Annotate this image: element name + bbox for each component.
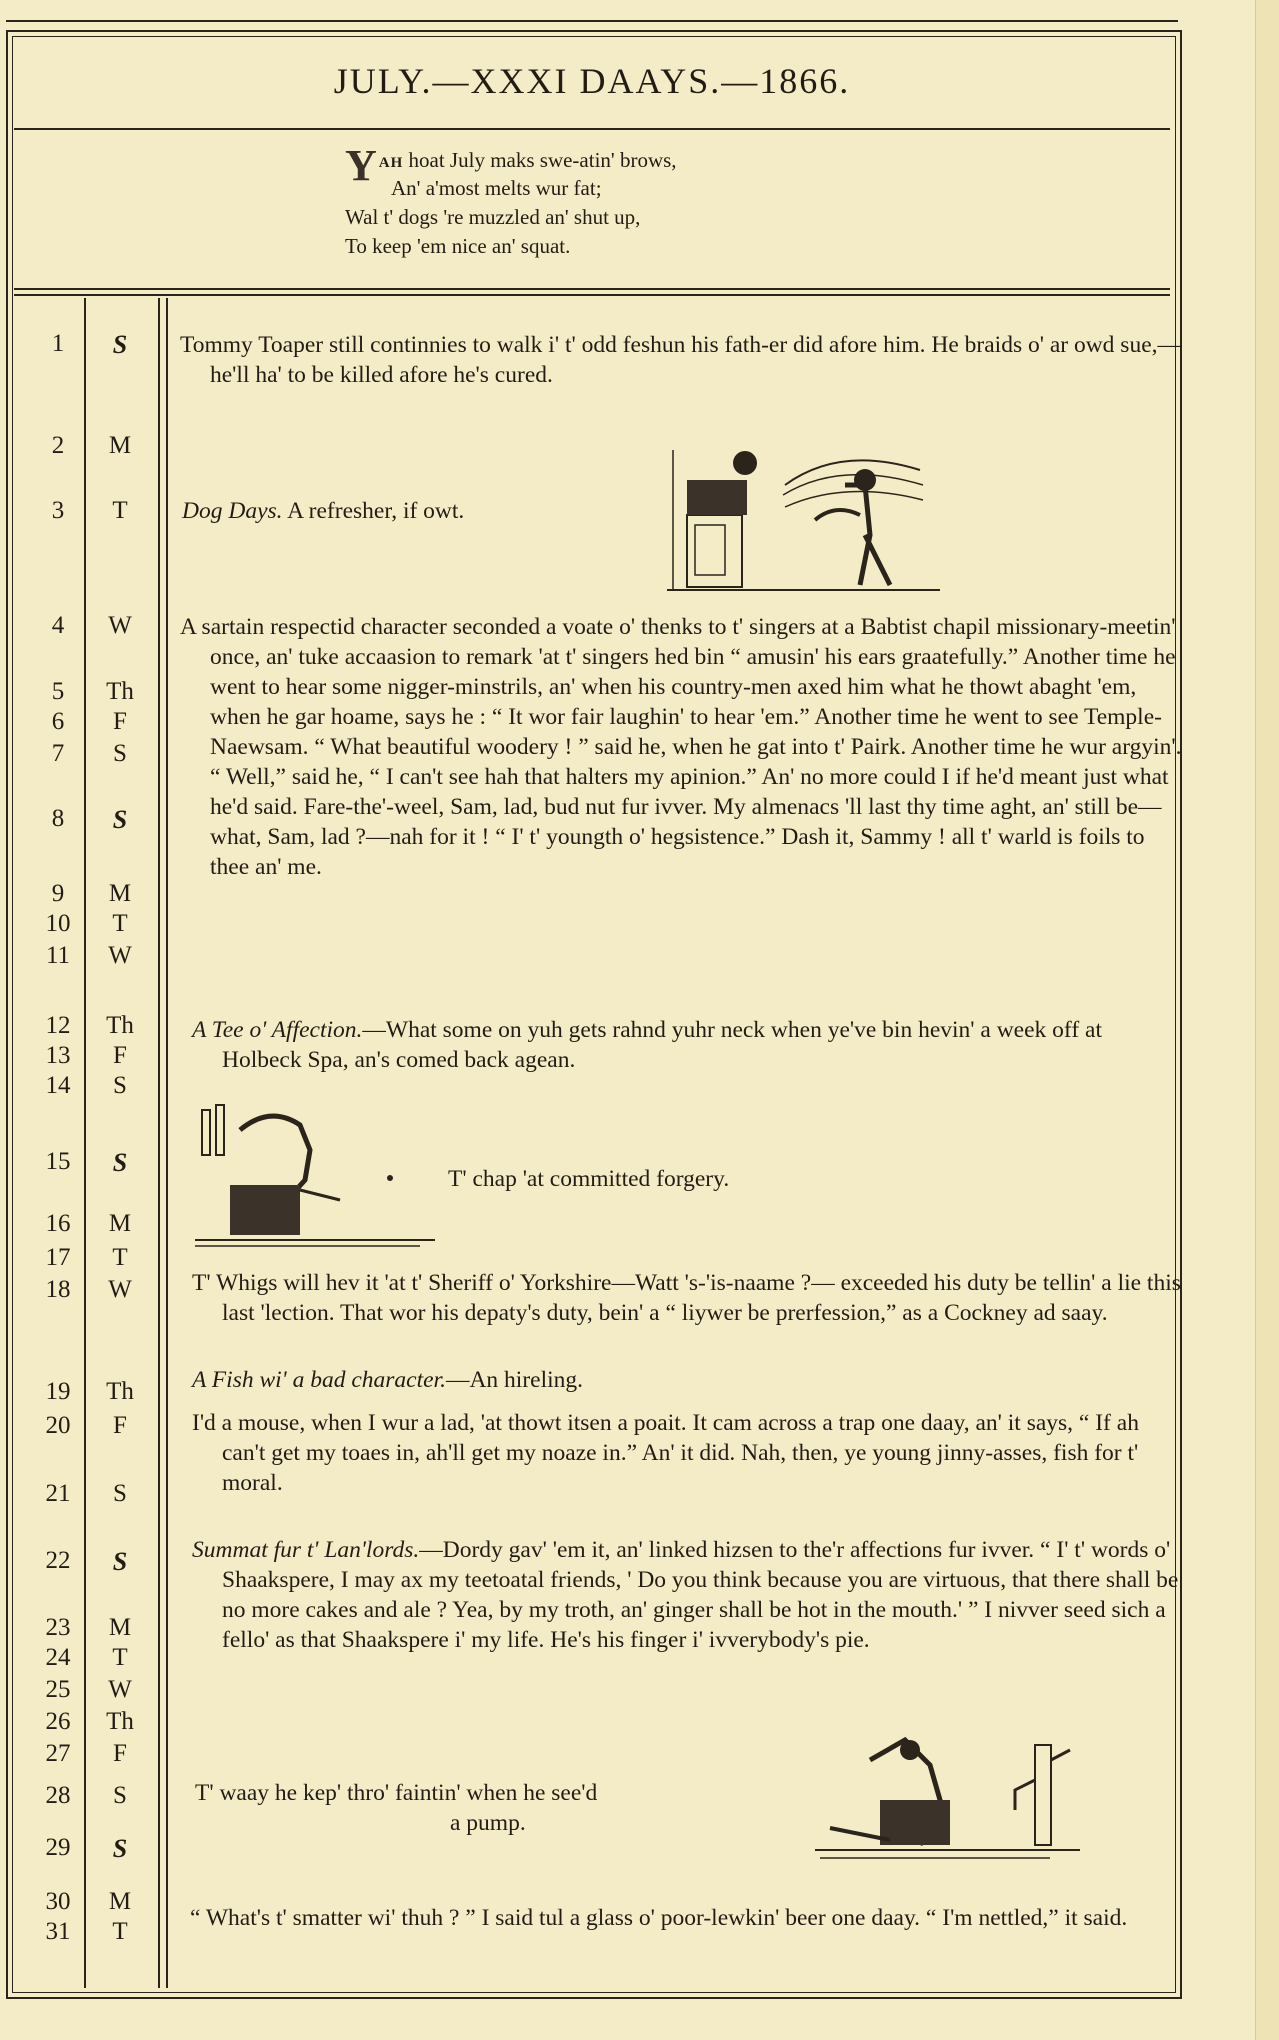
weekday-abbrev: T <box>112 910 128 937</box>
entry-forgery: T' chap 'at committed forgery. <box>448 1166 730 1192</box>
weekday-abbrev: W <box>108 1276 132 1303</box>
dog-days-illustration <box>665 425 945 595</box>
day-number: 26 <box>45 1708 71 1735</box>
weekday-abbrev: S <box>112 1547 128 1576</box>
day-number: 21 <box>45 1480 71 1507</box>
weekday-abbrev: W <box>108 1676 132 1703</box>
weekday-abbrev: W <box>108 612 132 639</box>
day-number: 2 <box>51 432 65 459</box>
day-number: 4 <box>51 612 65 639</box>
day-number: 15 <box>45 1148 71 1175</box>
entry-whigs-sheriff: T' Whigs will hev it 'at t' Sheriff o' Yorkshire—Watt 's-'is-naame ?— exceeded his duty be tellin' a lie this last 'lection. That wor his depaty's duty, bein' a “ liywer be prerfession,” as a Cockney ad saay. <box>192 1270 1181 1326</box>
verse-line-1: YAH hoat July maks swe-atin' brows, <box>345 141 677 190</box>
day-number: 19 <box>45 1378 71 1405</box>
weekday-abbrev: S <box>112 805 128 834</box>
day-number: 8 <box>51 805 65 832</box>
weekday-abbrev: M <box>108 1888 132 1915</box>
day-number: 18 <box>45 1276 71 1303</box>
weekday-abbrev: S <box>112 330 128 359</box>
day-number: 31 <box>45 1918 71 1945</box>
weekday-abbrev: T <box>112 1644 128 1671</box>
page-edge <box>1255 0 1279 2040</box>
verse-line-3: Wal t' dogs 're muzzled an' shut up, <box>345 205 641 229</box>
forgery-illustration <box>190 1090 440 1265</box>
weekday-abbrev: S <box>112 1148 128 1177</box>
column-divider-weekday <box>158 298 160 1988</box>
weekday-abbrev: F <box>113 1740 127 1767</box>
weekday-abbrev: S <box>112 1834 128 1863</box>
day-number: 10 <box>45 910 71 937</box>
top-rule <box>6 20 1178 22</box>
weekday-abbrev: S <box>113 740 127 767</box>
day-number: 13 <box>45 1042 71 1069</box>
day-number: 14 <box>45 1072 71 1099</box>
day-number: 16 <box>45 1210 71 1237</box>
weekday-abbrev: F <box>113 708 127 735</box>
entry-respectid-character: A sartain respectid character seconded a voate o' thenks to t' singers at a Babtist chapil missionary-meetin' once, an' tuke accaasion to remark 'at t' singers hed bin “ amusin' his ears graatefully.” Another time he went to hear some nigger-minstrils, an' when his country-men axed him what he thowt abaght 'em, when he gar hoame, says he : “ It wor fair laughin' to hear 'em.” Another time he went to see Temple-Naewsam. “ What beautiful woodery ! ” said he, when he gat into t' Pairk. Another time he wur argyin'. “ Well,” said he, “ I can't see hah that halters my apinion.” An' no more could I if he'd meant just what he'd said. Fare-the'-weel, Sam, lad, bud nut fur ivver. My almenacs 'll last thy time aght, an' still be— what, Sam, lad ?—nah for it ! “ I' t' youngth o' hegsistence.” Dash it, Sammy ! all t' warld is foils to thee an' me. <box>180 614 1182 880</box>
entry-tommy-toaper: Tommy Toaper still continnies to walk i' t' odd feshun his fath-er did afore him. He braids o' ar owd sue,—he'll ha' to be killed afore he's cured. <box>180 332 1181 388</box>
weekday-abbrev: M <box>108 880 132 907</box>
weekday-abbrev: M <box>108 432 132 459</box>
day-number: 20 <box>45 1412 71 1439</box>
column-divider-double <box>166 298 168 1988</box>
entry-mouse-poait: I'd a mouse, when I wur a lad, 'at thowt itsen a poait. It cam across a trap one daay, an' it says, “ If ah can't get my toaes in, ah'll get my noaze in.” An' it did. Nah, then, ye young jinny-asses, fish for t' moral. <box>192 1410 1139 1496</box>
weekday-abbrev: S <box>113 1072 127 1099</box>
day-number: 27 <box>45 1740 71 1767</box>
day-number: 3 <box>51 497 65 524</box>
weekday-abbrev: M <box>108 1210 132 1237</box>
day-number: 17 <box>45 1244 71 1271</box>
weekday-abbrev: Th <box>106 1378 134 1405</box>
weekday-abbrev: Th <box>106 678 134 705</box>
verse-line-4: To keep 'em nice an' squat. <box>345 234 571 258</box>
weekday-abbrev: S <box>113 1782 127 1809</box>
day-number: 29 <box>45 1834 71 1861</box>
weekday-abbrev: T <box>112 497 128 524</box>
day-number: 23 <box>45 1614 71 1641</box>
page-title: JULY.—XXXI DAAYS.—1866. <box>333 61 851 101</box>
day-number: 9 <box>51 880 65 907</box>
day-number: 25 <box>45 1676 71 1703</box>
entry-tee-o-affection: A Tee o' Affection.—What some on yuh gets rahnd yuhr neck when ye've bin hevin' a week off at Holbeck Spa, an's comed back agean. <box>192 1017 1102 1073</box>
opening-verse <box>345 141 677 261</box>
verse-rule-1 <box>14 288 1170 290</box>
day-number: 24 <box>45 1644 71 1671</box>
day-number: 7 <box>51 740 65 767</box>
weekday-abbrev: Th <box>106 1708 134 1735</box>
day-number: 1 <box>51 330 65 357</box>
entry-summat-lanlords: Summat fur t' Lan'lords.—Dordy gav' 'em it, an' linked hizsen to the'r affections fur ivver. “ I' t' words o' Shaakspere, I may ax my teetoatal friends, ' Do you think because you are virtuous, that there shall be no more cakes and ale ? Yea, by my troth, an' ginger shall be hot in the mouth.' ” I nivver seed sich a fello' as that Shaakspere i' my life. He's his finger i' ivverybody's pie. <box>192 1537 1179 1653</box>
weekday-abbrev: T <box>112 1918 128 1945</box>
verse-line-2: An' a'most melts wur fat; <box>391 176 602 200</box>
entry-pump: T' waay he kep' thro' faintin' when he see'd a pump. <box>195 1780 598 1836</box>
day-number: 5 <box>51 678 65 705</box>
weekday-abbrev: S <box>113 1480 127 1507</box>
weekday-abbrev: Th <box>106 1012 134 1039</box>
weekday-abbrev: F <box>113 1042 127 1069</box>
day-number: 30 <box>45 1888 71 1915</box>
entry-fish: A Fish wi' a bad character.—An hireling. <box>192 1367 584 1393</box>
entry-nettled-beer: “ What's t' smatter wi' thuh ? ” I said tul a glass o' poor-lewkin' beer one daay. “ I'm nettled,” it said. <box>190 1905 1128 1931</box>
day-number: 28 <box>45 1782 71 1809</box>
weekday-abbrev: M <box>108 1614 132 1641</box>
day-number: 6 <box>51 708 65 735</box>
header-rule <box>14 128 1170 130</box>
day-number: 12 <box>45 1012 71 1039</box>
drop-cap: Y <box>345 141 377 190</box>
entry-dog-days: Dog Days. A refresher, if owt. <box>182 498 465 524</box>
day-number: 22 <box>45 1547 71 1574</box>
weekday-abbrev: F <box>113 1412 127 1439</box>
pump-illustration <box>810 1720 1085 1880</box>
weekday-abbrev: T <box>112 1244 128 1271</box>
verse-rule-2 <box>14 294 1170 296</box>
weekday-abbrev: W <box>108 942 132 969</box>
day-number: 11 <box>45 942 71 969</box>
